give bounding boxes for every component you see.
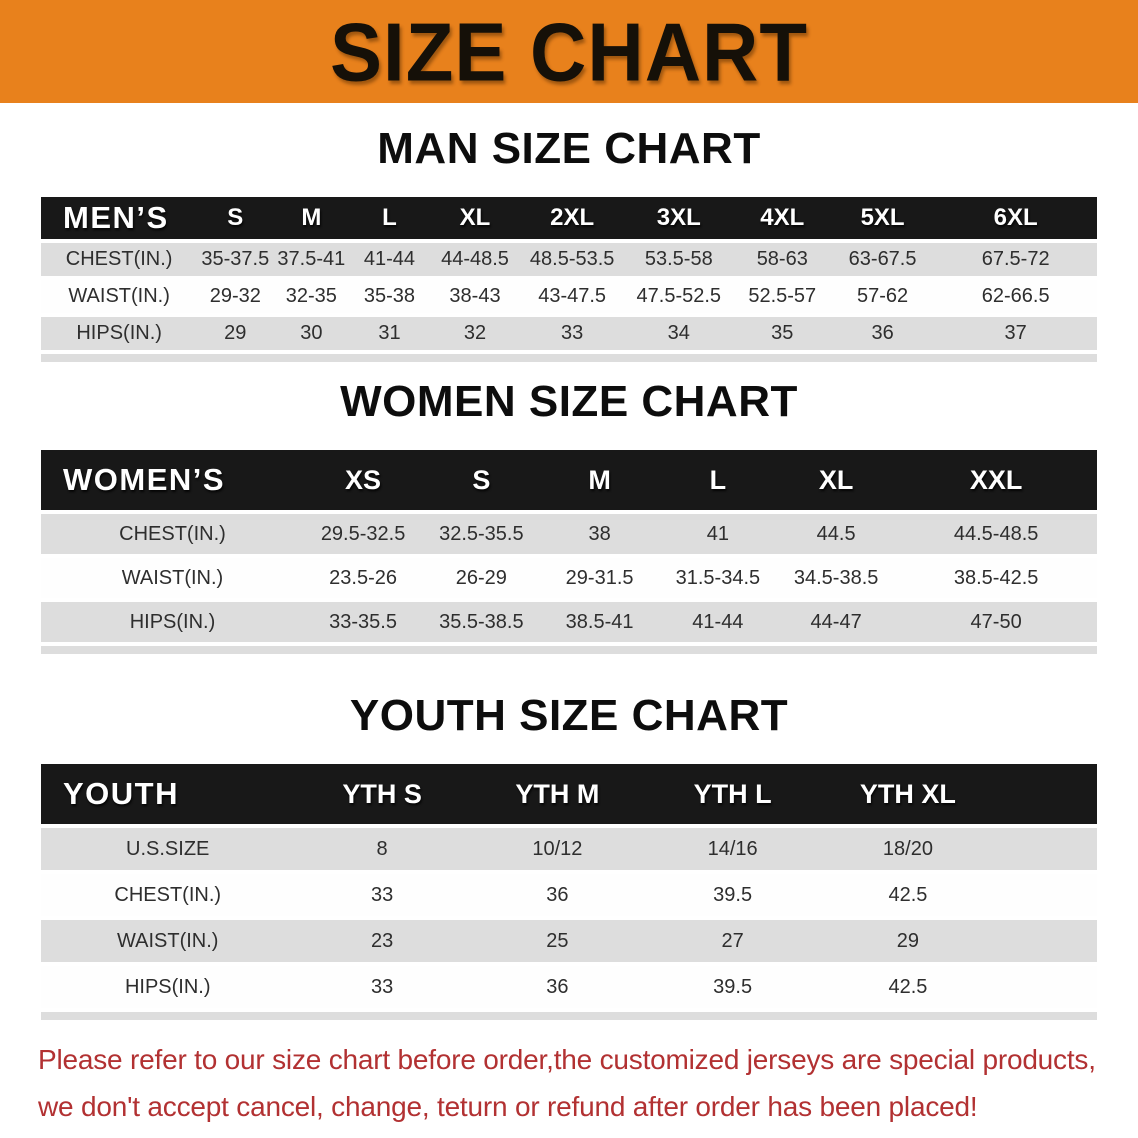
size-column-header: 4XL (734, 197, 831, 239)
size-value: 52.5-57 (734, 280, 831, 313)
size-value: 44-47 (777, 602, 895, 642)
table-bottom-strip (41, 354, 1097, 362)
measurement-label: HIPS(IN.) (41, 602, 304, 642)
size-value: 35.5-38.5 (422, 602, 540, 642)
size-value: 29.5-32.5 (304, 514, 422, 554)
size-value: 34 (624, 317, 734, 350)
size-value: 39.5 (645, 874, 820, 916)
size-value: 33 (520, 317, 623, 350)
table-bottom-strip (41, 646, 1097, 654)
row-spacer (996, 828, 1097, 870)
size-value: 23 (294, 920, 469, 962)
size-value: 32.5-35.5 (422, 514, 540, 554)
row-spacer (996, 874, 1097, 916)
size-value: 43-47.5 (520, 280, 623, 313)
table-corner-label: YOUTH (41, 764, 294, 824)
women-size-chart-section (0, 377, 1138, 654)
banner (0, 0, 1138, 103)
size-value: 41-44 (659, 602, 777, 642)
size-column-header: 5XL (831, 197, 934, 239)
measurement-label: CHEST(IN.) (41, 514, 304, 554)
size-value: 57-62 (831, 280, 934, 313)
measurement-row (41, 280, 1097, 313)
measurement-row (41, 874, 1097, 916)
size-value: 33 (294, 874, 469, 916)
youth-size-chart-table (41, 760, 1097, 1012)
size-header-row (41, 450, 1097, 510)
size-value: 41 (659, 514, 777, 554)
man-size-chart-section (0, 124, 1138, 362)
measurement-row (41, 602, 1097, 642)
size-value: 42.5 (820, 966, 995, 1008)
measurement-label: HIPS(IN.) (41, 317, 197, 350)
size-value: 42.5 (820, 874, 995, 916)
section-title: MAN SIZE CHART (377, 124, 761, 173)
size-value: 35-38 (349, 280, 429, 313)
measurement-label: WAIST(IN.) (41, 920, 294, 962)
size-value: 29 (820, 920, 995, 962)
size-value: 18/20 (820, 828, 995, 870)
youth-size-chart-section (0, 691, 1138, 1020)
size-header-row (41, 197, 1097, 239)
order-notice (0, 1036, 1138, 1138)
measurement-label: WAIST(IN.) (41, 558, 304, 598)
size-value: 33 (294, 966, 469, 1008)
size-column-header: XL (777, 450, 895, 510)
size-charts (0, 124, 1138, 1020)
size-value: 67.5-72 (934, 243, 1097, 276)
size-value: 10/12 (470, 828, 645, 870)
size-value: 29-31.5 (540, 558, 658, 598)
row-spacer (996, 920, 1097, 962)
size-header-row (41, 764, 1097, 824)
size-value: 44.5-48.5 (895, 514, 1097, 554)
size-value: 32-35 (273, 280, 349, 313)
size-value: 31.5-34.5 (659, 558, 777, 598)
measurement-row (41, 966, 1097, 1008)
size-column-header: S (197, 197, 273, 239)
size-value: 37.5-41 (273, 243, 349, 276)
size-value: 62-66.5 (934, 280, 1097, 313)
size-value: 26-29 (422, 558, 540, 598)
size-column-header: M (273, 197, 349, 239)
measurement-label: CHEST(IN.) (41, 243, 197, 276)
section-title: WOMEN SIZE CHART (340, 377, 798, 426)
size-value: 38.5-42.5 (895, 558, 1097, 598)
size-value: 14/16 (645, 828, 820, 870)
section-title: YOUTH SIZE CHART (349, 691, 789, 740)
size-value: 36 (470, 874, 645, 916)
row-spacer (996, 966, 1097, 1008)
header-spacer (996, 764, 1097, 824)
size-value: 29-32 (197, 280, 273, 313)
size-value: 44-48.5 (430, 243, 521, 276)
size-value: 41-44 (349, 243, 429, 276)
size-column-header: XS (304, 450, 422, 510)
measurement-row (41, 828, 1097, 870)
size-column-header: M (540, 450, 658, 510)
size-column-header: YTH M (470, 764, 645, 824)
size-column-header: 3XL (624, 197, 734, 239)
size-value: 36 (470, 966, 645, 1008)
notice-line-1: Please refer to our size chart before order,the customized jerseys are special products, (38, 1044, 1096, 1075)
size-column-header: YTH S (294, 764, 469, 824)
size-value: 34.5-38.5 (777, 558, 895, 598)
man-size-chart-table (41, 193, 1097, 354)
size-value: 32 (430, 317, 521, 350)
table-corner-label: WOMEN’S (41, 450, 304, 510)
size-value: 23.5-26 (304, 558, 422, 598)
measurement-label: HIPS(IN.) (41, 966, 294, 1008)
size-column-header: L (659, 450, 777, 510)
table-bottom-strip (41, 1012, 1097, 1020)
size-value: 25 (470, 920, 645, 962)
size-value: 44.5 (777, 514, 895, 554)
measurement-row (41, 317, 1097, 350)
measurement-label: CHEST(IN.) (41, 874, 294, 916)
size-value: 33-35.5 (304, 602, 422, 642)
size-value: 47.5-52.5 (624, 280, 734, 313)
size-value: 36 (831, 317, 934, 350)
size-column-header: YTH L (645, 764, 820, 824)
size-value: 39.5 (645, 966, 820, 1008)
women-size-chart-table (41, 446, 1097, 646)
size-value: 30 (273, 317, 349, 350)
size-column-header: XL (430, 197, 521, 239)
notice-line-2: we don't accept cancel, change, teturn or refund after order has been placed! (38, 1091, 978, 1122)
size-value: 8 (294, 828, 469, 870)
size-value: 37 (934, 317, 1097, 350)
size-value: 63-67.5 (831, 243, 934, 276)
size-value: 38.5-41 (540, 602, 658, 642)
size-column-header: YTH XL (820, 764, 995, 824)
size-column-header: 6XL (934, 197, 1097, 239)
size-value: 35 (734, 317, 831, 350)
size-value: 53.5-58 (624, 243, 734, 276)
measurement-label: U.S.SIZE (41, 828, 294, 870)
size-column-header: XXL (895, 450, 1097, 510)
size-value: 27 (645, 920, 820, 962)
measurement-row (41, 514, 1097, 554)
size-value: 58-63 (734, 243, 831, 276)
size-value: 38-43 (430, 280, 521, 313)
size-value: 47-50 (895, 602, 1097, 642)
size-column-header: S (422, 450, 540, 510)
size-value: 29 (197, 317, 273, 350)
size-value: 48.5-53.5 (520, 243, 623, 276)
table-corner-label: MEN’S (41, 197, 197, 239)
measurement-row (41, 558, 1097, 598)
size-value: 31 (349, 317, 429, 350)
size-column-header: 2XL (520, 197, 623, 239)
size-column-header: L (349, 197, 429, 239)
measurement-row (41, 243, 1097, 276)
banner-title: SIZE CHART (330, 4, 808, 99)
measurement-row (41, 920, 1097, 962)
size-value: 35-37.5 (197, 243, 273, 276)
size-value: 38 (540, 514, 658, 554)
measurement-label: WAIST(IN.) (41, 280, 197, 313)
